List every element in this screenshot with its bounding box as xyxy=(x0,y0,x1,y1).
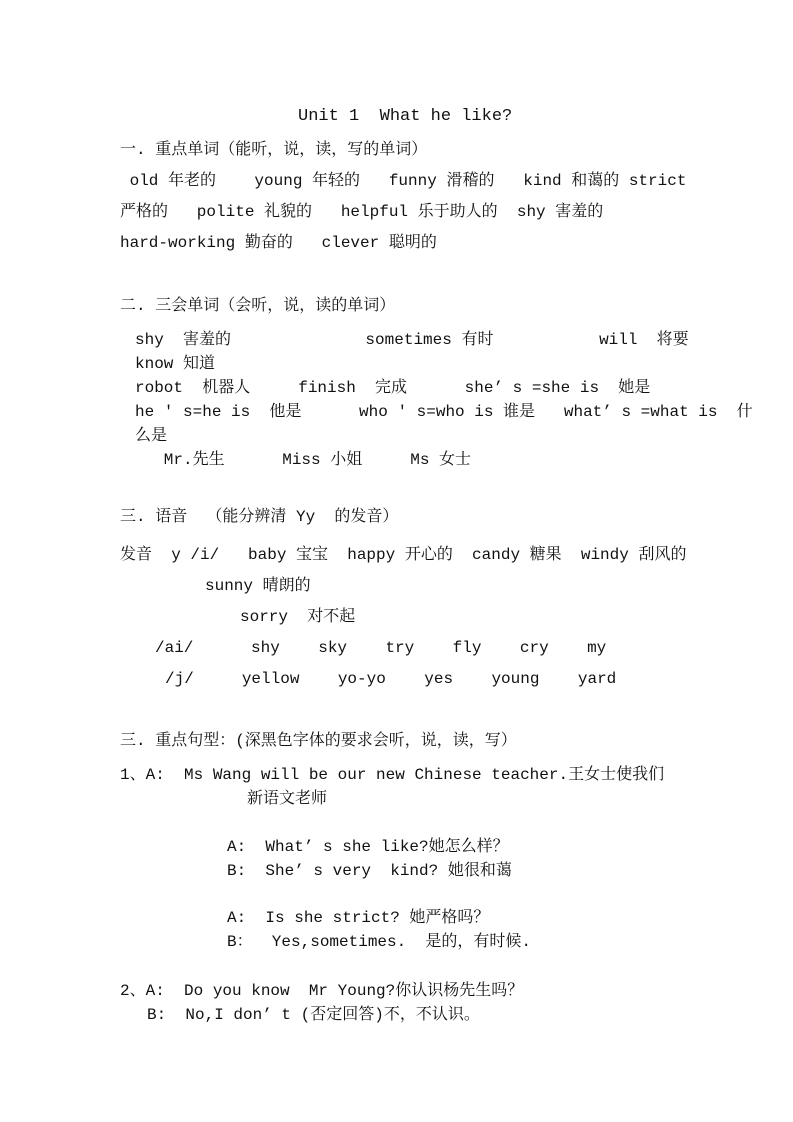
section4-line: B： Yes,sometimes. 是的，有时候. xyxy=(227,933,532,951)
section4-line: A: Is she strict? 她严格吗？ xyxy=(227,909,490,927)
section3-line: /ai/ shy sky try fly cry my xyxy=(155,639,607,657)
section3-line: sorry 对不起 xyxy=(240,608,356,626)
section2-line: shy 害羞的 sometimes 有时 will 将要 xyxy=(135,331,689,349)
document-title: Unit 1 What he like? xyxy=(298,107,513,126)
section4-line: A: What’ s she like?她怎么样？ xyxy=(227,838,509,856)
section4-line: 新语文老师 xyxy=(247,790,328,808)
section3-line: /j/ yellow yo-yo yes young yard xyxy=(165,670,617,688)
section2-line: robot 机器人 finish 完成 she’ s =she is 她是 xyxy=(135,379,651,397)
section4-line: 2、A: Do you know Mr Young?你认识杨先生吗？ xyxy=(120,982,524,1000)
section4-line: 1、A: Ms Wang will be our new Chinese teacher.王女士使我们 xyxy=(120,766,665,784)
section2-heading: 二. 三会单词（会听，说，读的单词） xyxy=(120,297,396,315)
section3-heading: 三. 语音 （能分辨清 Yy 的发音） xyxy=(120,508,399,526)
section4-line: B: No,I don’ t (否定回答)不，不认识。 xyxy=(147,1006,480,1024)
section2-line: he ' s=he is 他是 who ' s=who is 谁是 what’ s =what is 什 xyxy=(135,403,753,421)
section1-line: hard-working 勤奋的 clever 聪明的 xyxy=(120,234,437,252)
section1-heading: 一. 重点单词（能听，说，读，写的单词） xyxy=(120,141,428,159)
section2-line: 么是 xyxy=(135,427,168,445)
section3-line: sunny 晴朗的 xyxy=(205,577,311,595)
section4-line: B: She’ s very kind? 她很和蔼 xyxy=(227,862,512,880)
section2-line: Mr.先生 Miss 小姐 Ms 女士 xyxy=(135,451,472,469)
section1-line: 严格的 polite 礼貌的 helpful 乐于助人的 shy 害羞的 xyxy=(120,203,604,221)
section2-line: know 知道 xyxy=(135,355,216,373)
section1-line: old 年老的 young 年轻的 funny 滑稽的 kind 和蔼的 strict xyxy=(120,172,687,190)
section4-heading: 三. 重点句型：(深黑色字体的要求会听，说，读，写） xyxy=(120,732,517,750)
section3-line: 发音 y /i/ baby 宝宝 happy 开心的 candy 糖果 windy 刮风的 xyxy=(120,546,687,564)
